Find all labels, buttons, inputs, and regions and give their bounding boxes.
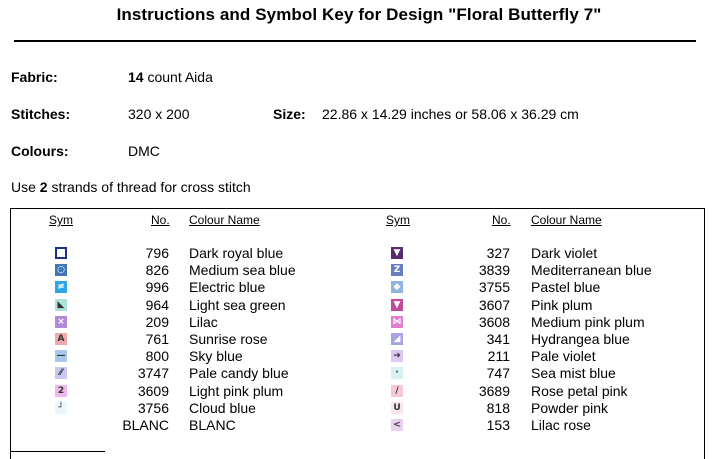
no-header-right: No. <box>492 213 511 227</box>
thread-number: BLANC <box>122 416 169 433</box>
thread-symbol-icon: ◣ <box>55 299 67 311</box>
thread-colour-name: Pale candy blue <box>189 365 289 382</box>
thread-colour-name: Lilac rose <box>531 416 591 433</box>
thread-number: 3747 <box>137 365 169 382</box>
thread-symbol-icon: U <box>391 402 403 414</box>
thread-symbol-icon: ○ <box>55 264 67 276</box>
thread-colour-name: Rose petal pink <box>531 382 628 399</box>
strands-note <box>11 179 251 195</box>
thread-row <box>11 262 701 279</box>
thread-colour-name: Sky blue <box>189 348 243 365</box>
thread-row <box>11 400 701 417</box>
thread-colour-name: Sea mist blue <box>531 365 616 382</box>
thread-symbol-icon: ⁄⁄ <box>55 367 67 379</box>
no-header-left: No. <box>151 213 170 227</box>
stitches-label: Stitches: <box>11 106 71 122</box>
fabric-value <box>128 69 213 85</box>
note-text-post: strands of thread for cross stitch <box>47 179 251 195</box>
thread-number: 747 <box>486 365 510 382</box>
thread-number: 3839 <box>478 262 510 279</box>
thread-row <box>11 365 701 382</box>
thread-row <box>11 245 701 262</box>
thread-colour-name: Powder pink <box>531 399 609 416</box>
thread-number: 153 <box>486 416 510 433</box>
thread-colour-name: Medium sea blue <box>189 262 296 279</box>
thread-colour-name: Sunrise rose <box>189 330 268 347</box>
thread-colour-name: Light pink plum <box>189 382 284 399</box>
thread-number: 3607 <box>478 296 510 313</box>
sym-header-left: Sym <box>49 213 73 227</box>
thread-symbol-icon: ➔ <box>391 350 403 362</box>
thread-symbol-icon: — <box>56 351 66 362</box>
thread-number: 3608 <box>478 313 510 330</box>
thread-colour-name: Hydrangea blue <box>531 330 630 347</box>
thread-number: 211 <box>487 348 510 365</box>
fabric-count: 14 <box>128 69 144 85</box>
sym-header-right: Sym <box>386 213 410 227</box>
note-text-pre: Use <box>11 179 40 195</box>
thread-symbol-icon: ▼ <box>391 299 403 311</box>
name-header-right: Colour Name <box>531 213 602 227</box>
thread-number: 341 <box>486 330 510 347</box>
thread-row <box>11 314 701 331</box>
thread-colour-name: Mediterranean blue <box>531 262 652 279</box>
thread-symbol-icon: ≠ <box>55 281 67 293</box>
size-label: Size: <box>273 106 306 122</box>
thread-symbol-icon: A <box>55 333 67 345</box>
thread-row <box>11 331 701 348</box>
thread-number: 3689 <box>478 382 510 399</box>
thread-number: 796 <box>145 245 169 261</box>
thread-row <box>11 348 701 365</box>
thread-symbol-icon: < <box>391 419 403 431</box>
thread-number: 761 <box>145 330 169 347</box>
thread-number: 209 <box>145 313 169 330</box>
colours-label: Colours: <box>11 143 69 159</box>
thread-colour-name: Pale violet <box>531 348 596 365</box>
thread-symbol-icon: × <box>55 316 67 328</box>
name-header-left: Colour Name <box>189 213 260 227</box>
thread-symbol-icon: Z <box>391 264 403 276</box>
thread-symbol-icon: · <box>391 367 403 379</box>
thread-symbol-icon: / <box>391 385 403 397</box>
strand-count: 2 <box>39 179 48 195</box>
thread-number: 818 <box>486 399 510 416</box>
thread-colour-name: Dark royal blue <box>189 245 284 261</box>
thread-number: 3756 <box>137 399 169 416</box>
colours-value: DMC <box>128 143 160 159</box>
thread-number: 964 <box>145 296 169 313</box>
thread-symbol-icon: ◆ <box>391 281 403 293</box>
thread-colour-name: Lilac <box>189 313 218 330</box>
thread-colour-name: Medium pink plum <box>531 313 645 330</box>
size-value: 22.86 x 14.29 inches or 58.06 x 36.29 cm <box>322 106 579 122</box>
title-divider <box>14 40 696 42</box>
thread-symbol-icon: 2 <box>55 385 67 397</box>
thread-symbol-icon: ◢ <box>391 333 403 345</box>
thread-colour-name: Light sea green <box>189 296 286 313</box>
thread-row <box>11 383 701 400</box>
thread-number: 800 <box>145 348 169 365</box>
table-bottom-rule <box>10 451 105 452</box>
thread-colour-name: BLANC <box>189 416 236 433</box>
thread-symbol-icon: ┘ <box>55 402 67 414</box>
thread-list-right <box>11 245 701 434</box>
thread-number: 3609 <box>137 382 169 399</box>
thread-row <box>11 279 701 296</box>
thread-colour-name: Pink plum <box>531 296 593 313</box>
thread-symbol-icon: ⋈ <box>392 316 402 327</box>
page-title: Instructions and Symbol Key for Design "Floral Butterfly 7" <box>116 5 602 24</box>
thread-colour-name: Electric blue <box>189 279 266 296</box>
thread-colour-name: Cloud blue <box>189 399 256 416</box>
thread-symbol-icon: ▼ <box>391 247 403 259</box>
thread-row <box>11 417 701 434</box>
symbol-key-table <box>10 208 705 459</box>
thread-colour-name: Pastel blue <box>531 279 601 296</box>
thread-colour-name: Dark violet <box>531 245 598 261</box>
thread-row <box>11 297 701 314</box>
stitches-value: 320 x 200 <box>128 106 190 122</box>
thread-number: 996 <box>145 279 169 296</box>
thread-number: 826 <box>145 262 169 279</box>
thread-number: 3755 <box>478 279 510 296</box>
thread-number: 327 <box>486 245 510 261</box>
fabric-label: Fabric: <box>11 69 58 85</box>
fabric-type: count Aida <box>143 69 213 85</box>
